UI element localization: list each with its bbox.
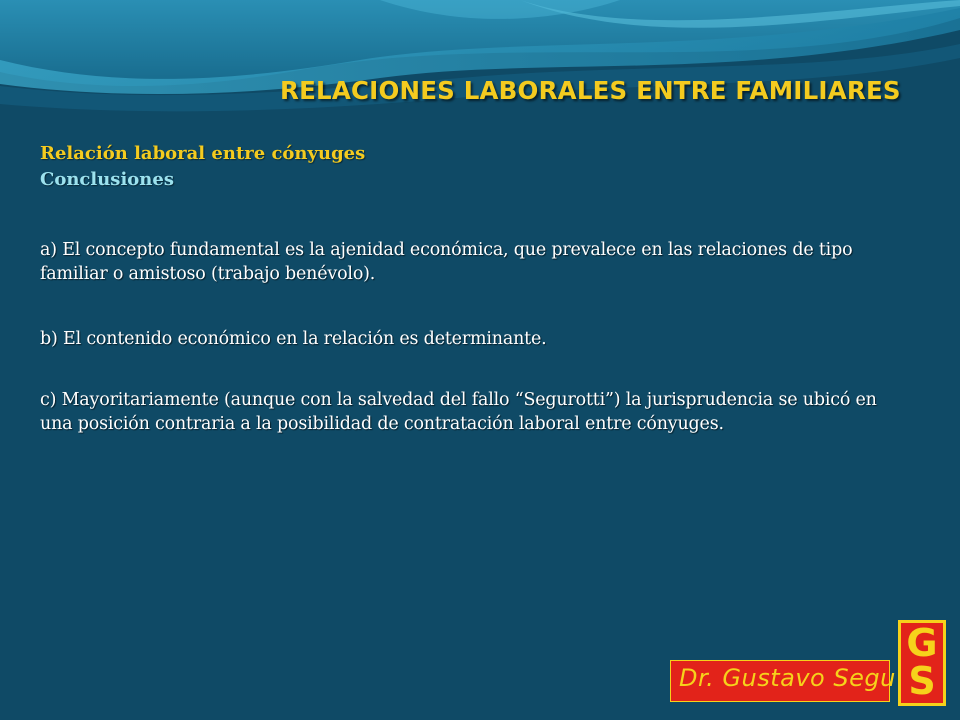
paragraph-b: b) El contenido económico en la relación es determinante. xyxy=(40,329,547,349)
logo-letter-s: S xyxy=(908,659,936,703)
logo-letter-g: G xyxy=(906,621,938,665)
header-wave-decoration xyxy=(0,0,960,150)
slide-body xyxy=(40,140,900,434)
signature-badge xyxy=(670,660,896,702)
slide-subtitle: Relación laboral entre cónyuges xyxy=(40,143,366,164)
paragraph-c: c) Mayoritariamente (aunque con la salvedad del fallo “Segurotti”) la jurisprudencia se ubicó en una posición contraria a la posibilidad de contratación laboral entre cónyuges. xyxy=(40,390,877,434)
section-heading: Conclusiones xyxy=(40,169,174,190)
slide-title: RELACIONES LABORALES ENTRE FAMILIARES xyxy=(280,76,901,105)
paragraph-a: a) El concepto fundamental es la ajenidad económica, que prevalece en las relaciones de tipo familiar o amistoso (trabajo benévolo). xyxy=(40,240,853,284)
gs-logo xyxy=(898,620,946,706)
signature-text: Dr. Gustavo Segu xyxy=(679,664,896,692)
